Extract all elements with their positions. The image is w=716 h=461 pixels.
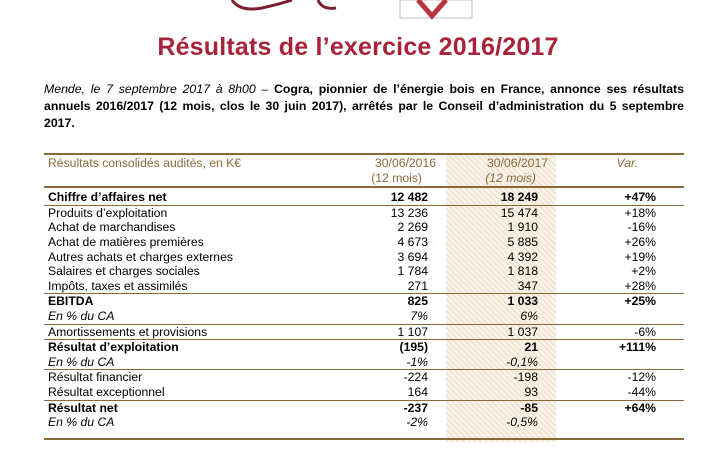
table-row — [44, 309, 684, 324]
value-2017: 4 392 — [507, 249, 538, 264]
table-row — [44, 264, 684, 279]
variation: +26% — [624, 234, 656, 249]
value-2017: 1 818 — [507, 264, 538, 279]
intro-paragraph — [44, 81, 684, 132]
value-2016: 271 — [407, 278, 428, 293]
value-2016: 164 — [407, 384, 428, 399]
variation: -6% — [634, 324, 656, 339]
table-row — [44, 220, 684, 235]
row-label: En % du CA — [48, 308, 115, 323]
page-title: Résultats de l’exercice 2016/2017 — [157, 33, 559, 61]
row-label: Résultat financier — [48, 370, 143, 385]
variation: +2% — [631, 264, 656, 279]
value-2016: 7% — [410, 308, 428, 323]
row-label: En % du CA — [48, 415, 115, 430]
value-2016: 2 269 — [397, 220, 428, 235]
row-label: Impôts, taxes et assimilés — [48, 278, 188, 293]
table-row — [44, 324, 684, 340]
value-2016: 1 784 — [397, 264, 428, 279]
value-2016: 13 236 — [390, 205, 428, 220]
value-2016: -224 — [403, 370, 428, 385]
value-2017: -0,5% — [506, 415, 538, 430]
value-2016: 825 — [407, 294, 428, 309]
table-row — [44, 355, 684, 370]
row-label: Achat de marchandises — [48, 220, 176, 235]
value-2016: -237 — [403, 400, 428, 415]
value-2017: 18 249 — [500, 190, 538, 205]
table-row — [44, 369, 684, 385]
header-label: Résultats consolidés audités, en K€ — [48, 156, 242, 170]
header-col-var: Var. — [616, 156, 638, 170]
table-row — [44, 279, 684, 294]
table-row — [44, 190, 684, 205]
row-label: EBITDA — [48, 294, 94, 309]
table-row — [44, 235, 684, 250]
value-2016: -2% — [406, 415, 428, 430]
header-col-2016: 30/06/2016 — [375, 156, 436, 170]
value-2017: 1 033 — [507, 294, 538, 309]
variation: +64% — [624, 400, 656, 415]
value-2016: -1% — [406, 354, 428, 369]
table-row — [44, 400, 684, 416]
value-2016: 1 107 — [397, 324, 428, 339]
row-label: Chiffre d’affaires net — [48, 190, 167, 205]
row-label: Résultat exceptionnel — [48, 384, 165, 399]
table-row — [44, 205, 684, 221]
table-row — [44, 339, 684, 355]
intro-body: Cogra, pionnier de l’énergie bois en France, annonce ses résultats annuels 2016/2017 (12 mois, clos le 30 juin 2017), arrêtés par le Conseil d’administration du 5 septembre 2017. — [44, 82, 684, 130]
intro-lead: Mende, le 7 septembre 2017 à 8h00 – — [44, 82, 275, 96]
value-2017: 1 910 — [507, 220, 538, 235]
row-label: Produits d’exploitation — [48, 205, 168, 220]
row-label: Achat de matières premières — [48, 234, 204, 249]
table-body — [44, 190, 684, 430]
value-2017: 6% — [520, 308, 538, 323]
value-2017: -0,1% — [506, 354, 538, 369]
table-header-row — [44, 156, 684, 171]
value-2016: 4 673 — [397, 234, 428, 249]
variation: +19% — [624, 249, 656, 264]
value-2017: 347 — [517, 278, 538, 293]
row-label: Résultat net — [48, 400, 118, 415]
table-bottom-rule — [44, 438, 684, 440]
row-label: Amortissements et provisions — [48, 324, 208, 339]
value-2017: 5 885 — [507, 234, 538, 249]
variation: +111% — [619, 340, 656, 355]
table-row — [44, 293, 684, 309]
variation: +47% — [624, 190, 656, 205]
value-2017: -198 — [513, 370, 538, 385]
value-2017: 21 — [524, 340, 538, 355]
header-col-2016-sub: (12 mois) — [371, 170, 422, 185]
results-table — [44, 153, 684, 430]
value-2017: -85 — [520, 400, 538, 415]
variation: -16% — [627, 220, 656, 235]
table-row — [44, 250, 684, 265]
header-col-2017: 30/06/2017 — [487, 156, 548, 170]
table-header-subrow — [44, 171, 684, 186]
variation: +28% — [624, 278, 656, 293]
table-row — [44, 385, 684, 400]
row-label: Résultat d’exploitation — [48, 340, 179, 355]
value-2017: 93 — [524, 384, 538, 399]
row-label: En % du CA — [48, 354, 115, 369]
value-2016: (195) — [399, 340, 428, 355]
variation: +25% — [624, 294, 656, 309]
company-logo — [0, 0, 716, 22]
value-2016: 12 482 — [390, 190, 428, 205]
variation: -12% — [627, 370, 656, 385]
row-label: Autres achats et charges externes — [48, 249, 233, 264]
table-row — [44, 415, 684, 430]
value-2016: 3 694 — [397, 249, 428, 264]
variation: -44% — [627, 384, 656, 399]
row-label: Salaires et charges sociales — [48, 264, 200, 279]
value-2017: 15 474 — [500, 205, 538, 220]
variation: +18% — [624, 205, 656, 220]
value-2017: 1 037 — [507, 324, 538, 339]
header-col-2017-sub: (12 mois) — [485, 170, 536, 185]
